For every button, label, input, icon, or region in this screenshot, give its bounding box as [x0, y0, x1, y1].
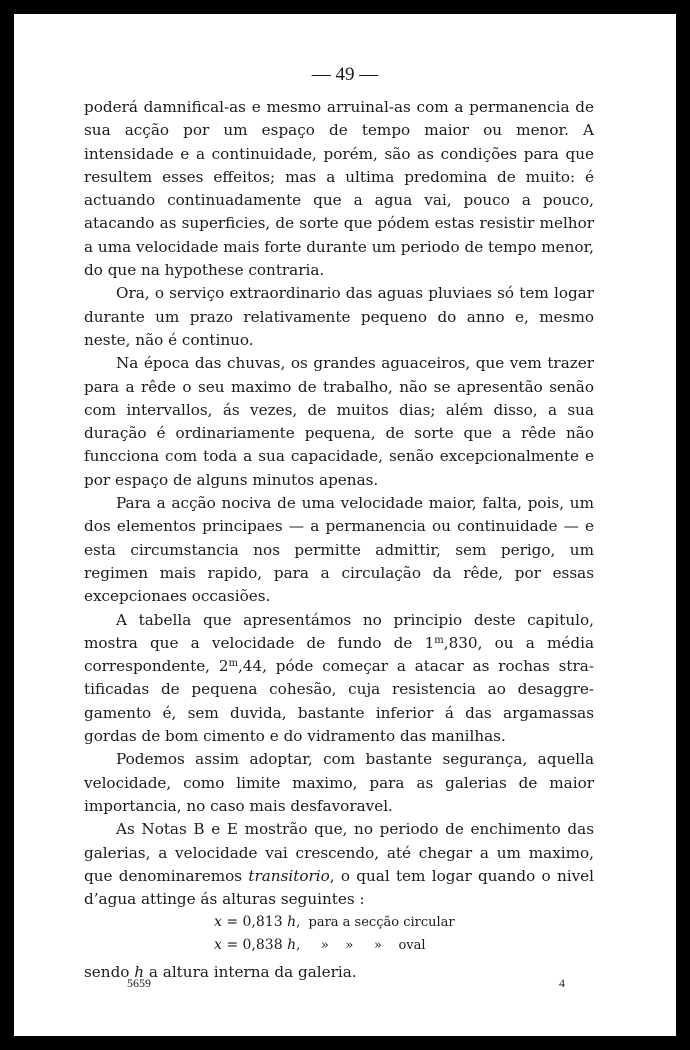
- paragraph-5-part-2: ,830, ou a média correspondente, 2: [84, 633, 594, 676]
- formula-variable: x: [214, 914, 222, 931]
- paragraph-6: Podemos assim adoptar, com bastante segurança, aquella velocidade, como limite maximo, para as galerias de maior importancia, no caso mais desfavoravel.: [84, 750, 594, 815]
- closing-line: [84, 961, 594, 984]
- formula-height: h: [287, 914, 297, 931]
- paragraph-5-part-1: A tabella que apresentámos no principio deste capitulo, mostra que a velocidade de fundo de 1: [84, 610, 594, 652]
- paragraph-4: Para a acção nociva de uma velocidade maior, falta, pois, um dos elementos principaes — a permanencia ou continuidade — e esta circumstancia nos permitte admittir, sem perigo, um regimen mais rapido, para a circulação da rêde, por essas excepcionaes occasiões.: [84, 494, 594, 606]
- page: [14, 14, 676, 1036]
- closing-part-2: a altura interna da galeria.: [144, 963, 357, 982]
- paragraph-7-part-2: , o qual tem logar quando o nivel d’agua attinge ás alturas seguintes :: [84, 866, 595, 909]
- paragraph-1: poderá damnifical-as e mesmo arruinal-as com a permanencia de sua acção por um espaço de tempo maior ou menor. A intensidade e a continuidade, porém, são as condições para que resultem esses effeitos; mas a ultima predomina de muito: é actuando continuadamente que a agua vai, pouco a pouco, atacando as superficies, de sorte que pódem estas resistir melhor a uma velocidade mais forte durante um periodo de tempo menor, do que na hypothese contraria.: [84, 98, 594, 280]
- emphasis-term: transitorio: [248, 866, 330, 885]
- formula-variable: x: [214, 937, 222, 954]
- paragraph-2: Ora, o serviço extraordinario das aguas pluviaes só tem logar durante um prazo relativamente pequeno do anno e, mesmo neste, não é continuo.: [84, 284, 594, 349]
- closing-variable: h: [134, 963, 145, 982]
- formula-description: , » » » oval: [296, 938, 426, 954]
- superscript-unit: m: [228, 658, 238, 670]
- paragraph-3: Na época das chuvas, os grandes aguaceiros, que vem trazer para a rêde o seu maximo de trabalho, não se apresentão senão com intervallos, ás vezes, de muitos dias; além disso, a sua duração é ordinariamente pequena, de sorte que a rêde não funcciona com toda a sua capacidade, senão excepcionalmente e por espaço de alguns minutos apenas.: [84, 354, 594, 489]
- sheet-number: 4: [559, 976, 565, 990]
- paragraph-7-part-1: As Notas B e E mostrão que, no periodo de enchimento das galerias, a velocidade vai crescendo, até chegar a um maximo, que denominaremos: [84, 820, 594, 885]
- formula-circular: [84, 911, 594, 934]
- formula-equation: = 0,838: [221, 937, 288, 954]
- formula-height: h: [287, 937, 297, 954]
- superscript-unit: m: [434, 634, 444, 646]
- closing-part-1: sendo: [84, 963, 135, 982]
- formula-oval: [84, 934, 594, 957]
- formula-description: , para a secção circular: [296, 915, 455, 931]
- body-text: [84, 96, 594, 985]
- paragraph-7: [84, 818, 594, 911]
- paragraph-5-part-3: ,44, póde começar a atacar as rochas stratificadas de pequena cohesão, cuja resistencia ao desaggregamento é, sem duvida, bastante inferior á das argamassas gordas de bom cimento e do vidramento das manilhas.: [84, 657, 594, 746]
- paragraph-5: [84, 609, 594, 749]
- page-number: — 49 —: [311, 64, 379, 85]
- printer-signature: 5659: [127, 976, 151, 990]
- formula-equation: = 0,813: [221, 914, 288, 931]
